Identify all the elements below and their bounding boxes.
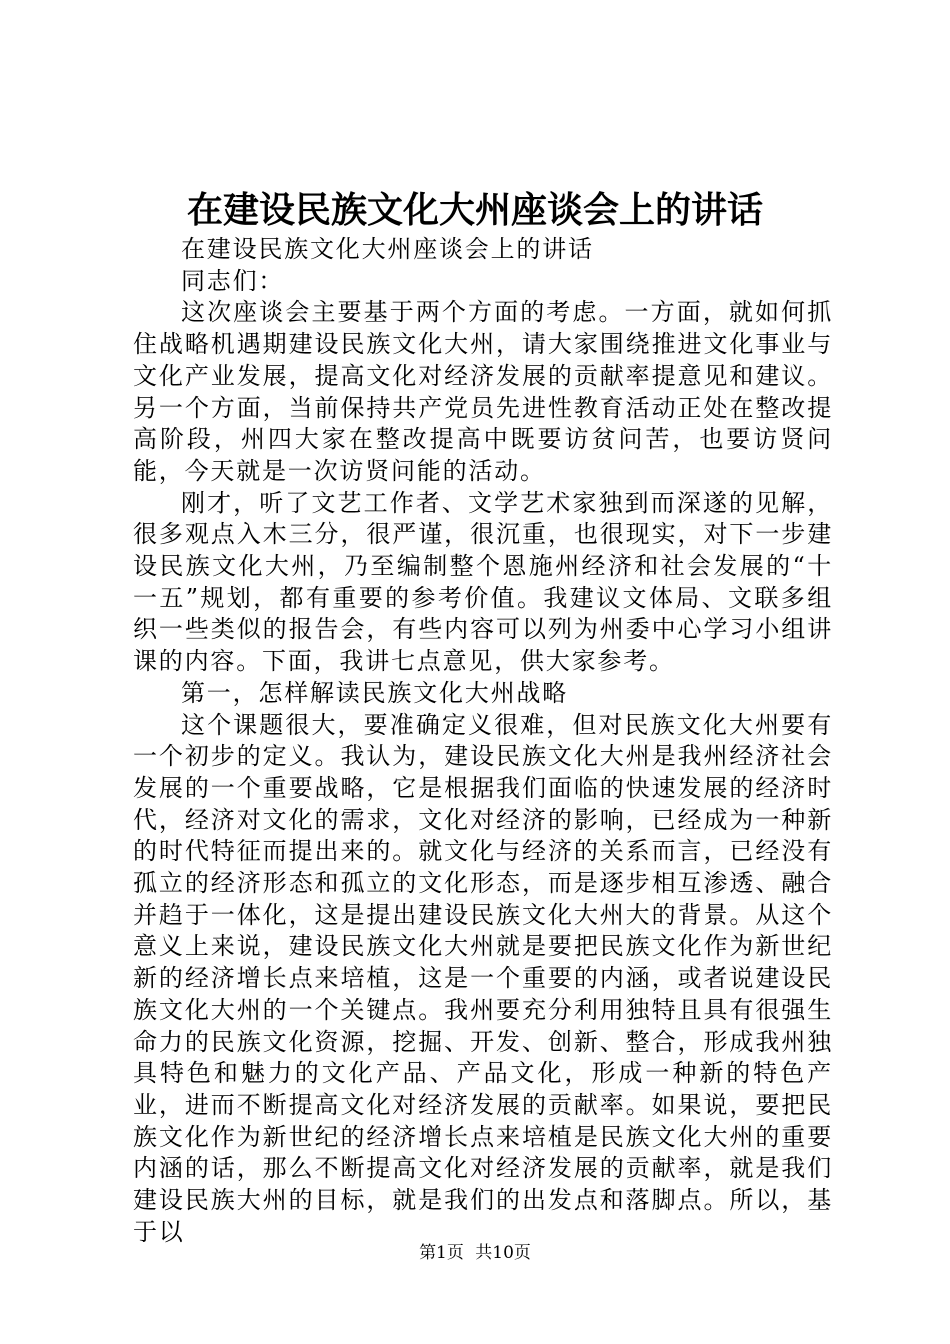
body-paragraph: 这个课题很大，要准确定义很难，但对民族文化大州要有一个初步的定义。我认为，建设民族文化大州是我州经济社会发展的一个重要战略，它是根据我们面临的快速发展的经济时代，经济对文化的需求，文化对经济的影响，已经成为一种新的时代特征而提出来的。就文化与经济的关系而言，已经没有孤立的经济形态和孤立的文化形态，而是逐步相互渗透、融合并趋于一体化，这是提出建设民族文化大州大的背景。从这个意义上来说，建设民族文化大州就是要把民族文化作为新世纪新的经济增长点来培植，这是一个重要的内涵，或者说建设民族文化大州的一个关键点。我州要充分利用独特且具有很强生命力的民族文化资源，挖掘、开发、创新、整合，形成我州独具特色和魅力的文化产品、产品文化，形成一种新的特色产业，进而不断提高文化对经济发展的贡献率。如果说，要把民族文化作为新世纪的经济增长点来培植是民族文化大州的重要内涵的话，那么不断提高文化对经济发展的贡献率，就是我们建设民族大州的目标，就是我们的出发点和落脚点。所以，基于以 xyxy=(133,710,833,1246)
subtitle-paragraph: 在建设民族文化大州座谈会上的讲话 xyxy=(181,235,594,263)
total-pages-indicator: 共10页 xyxy=(475,1243,531,1263)
salutation-paragraph: 同志们： xyxy=(181,266,285,295)
page-footer xyxy=(0,1241,950,1265)
document-body xyxy=(133,234,833,1249)
body-paragraph: 刚才，听了文艺工作者、文学艺术家独到而深遂的见解，很多观点入木三分，很严谨，很沉重，也很现实，对下一步建设民族文化大州，乃至编制整个恩施州经济和社会发展的“十一五”规划，都有重要的参考价值。我建议文体局、文联多组织一些类似的报告会，有些内容可以列为州委中心学习小组讲课的内容。下面，我讲七点意见，供大家参考。 xyxy=(133,488,833,676)
body-paragraph: 这次座谈会主要基于两个方面的考虑。一方面，就如何抓住战略机遇期建设民族文化大州，请大家围绕推进文化事业与文化产业发展，提高文化对经济发展的贡献率提意见和建议。另一个方面，当前保持共产党员先进性教育活动正处在整改提高阶段，州四大家在整改提高中既要访贫问苦，也要访贤问能，今天就是一次访贤问能的活动。 xyxy=(133,298,833,485)
document-title: 在建设民族文化大州座谈会上的讲话 xyxy=(186,189,763,231)
section-heading: 第一，怎样解读民族文化大州战略 xyxy=(181,678,568,707)
current-page-indicator: 第1页 xyxy=(419,1243,464,1263)
